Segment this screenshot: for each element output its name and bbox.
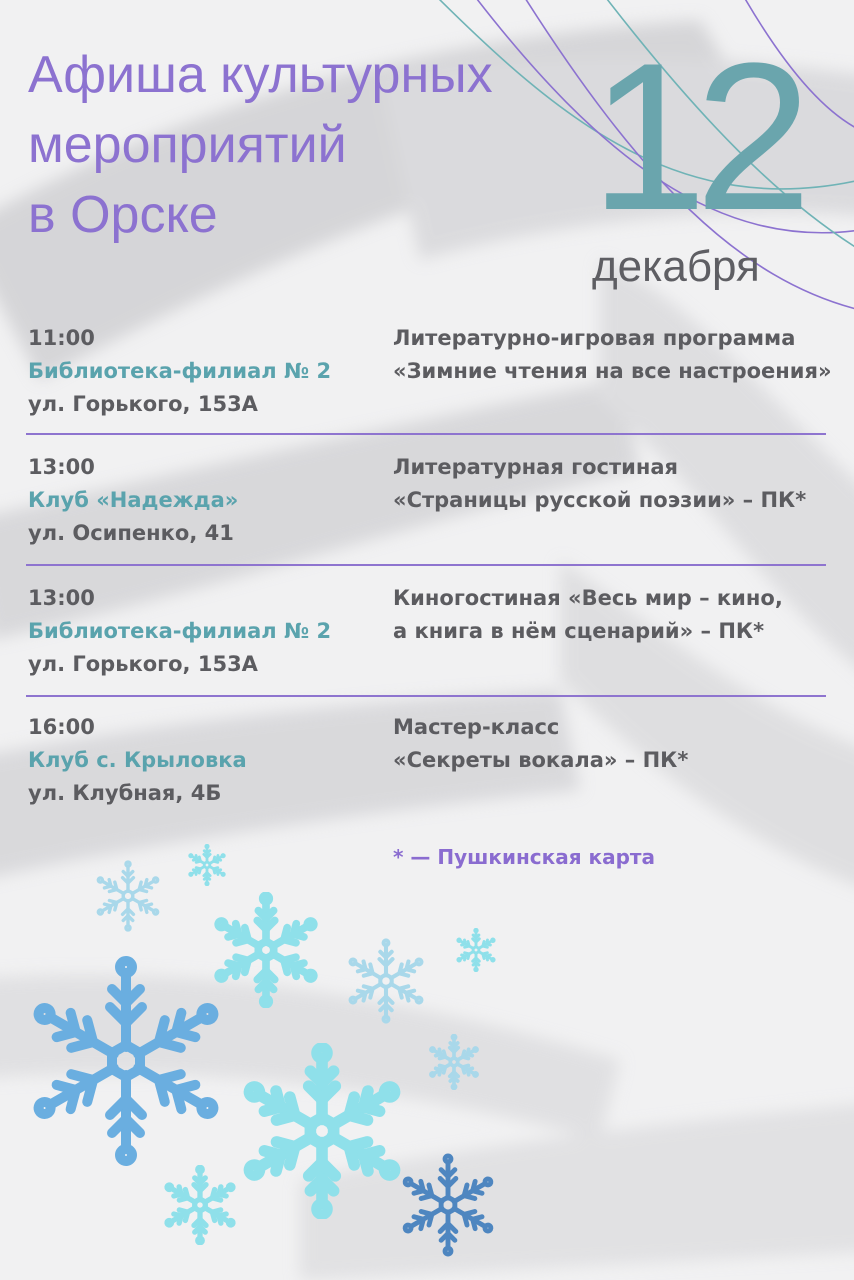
- snowflake-icon: [396, 1153, 500, 1257]
- event-description: [393, 582, 833, 648]
- event-description-line: Мастер-класс: [393, 715, 560, 739]
- event-description-line: а книга в нём сценарий» – ПК*: [393, 619, 765, 643]
- event-description-line: Литературно-игровая программа: [393, 326, 796, 350]
- event-description-line: Литературная гостиная: [393, 455, 679, 479]
- event-address: ул. Клубная, 4Б: [28, 781, 222, 805]
- event-address: ул. Горького, 153А: [28, 392, 258, 416]
- title-line: Афиша культурных: [28, 46, 493, 104]
- snowflake-icon: [454, 928, 498, 972]
- event-address: ул. Горького, 153А: [28, 652, 258, 676]
- event-address: ул. Осипенко, 41: [28, 521, 234, 545]
- pushkin-card-footnote: * — Пушкинская карта: [393, 845, 656, 869]
- snowflake-icon: [20, 955, 232, 1167]
- event-description-line: «Секреты вокала» – ПК*: [393, 748, 689, 772]
- event-description-line: «Зимние чтения на все настроения»: [393, 359, 832, 383]
- event-description-line: «Страницы русской поэзии» – ПК*: [393, 488, 807, 512]
- event-venue: Клуб «Надежда»: [28, 488, 239, 512]
- snowflake-icon: [343, 938, 429, 1024]
- date-day: 12: [590, 19, 800, 254]
- event-time: 13:00: [28, 586, 95, 610]
- page-title: [28, 40, 493, 250]
- date-month: декабря: [592, 242, 760, 291]
- snowflake-icon: [234, 1043, 410, 1219]
- event-time: 13:00: [28, 455, 95, 479]
- event-description-line: Киногостиная «Весь мир – кино,: [393, 586, 783, 610]
- event-description: [393, 322, 833, 388]
- event-place: [28, 451, 388, 550]
- divider: [26, 695, 826, 697]
- snowflake-icon: [208, 892, 324, 1008]
- event-venue: Клуб с. Крыловка: [28, 748, 247, 772]
- event-description: [393, 451, 833, 517]
- divider: [26, 433, 826, 435]
- divider: [26, 564, 826, 566]
- event-venue: Библиотека-филиал № 2: [28, 619, 332, 643]
- snowflake-icon: [426, 1034, 482, 1090]
- snowflake-icon: [160, 1165, 240, 1245]
- event-description: [393, 711, 833, 777]
- event-place: [28, 322, 388, 421]
- event-place: [28, 582, 388, 681]
- event-venue: Библиотека-филиал № 2: [28, 359, 332, 383]
- event-time: 16:00: [28, 715, 95, 739]
- event-place: [28, 711, 388, 810]
- snowflake-icon: [92, 860, 164, 932]
- title-line: в Орске: [28, 186, 218, 244]
- title-line: мероприятий: [28, 116, 347, 174]
- event-time: 11:00: [28, 326, 95, 350]
- snowflake-icon: [186, 844, 228, 886]
